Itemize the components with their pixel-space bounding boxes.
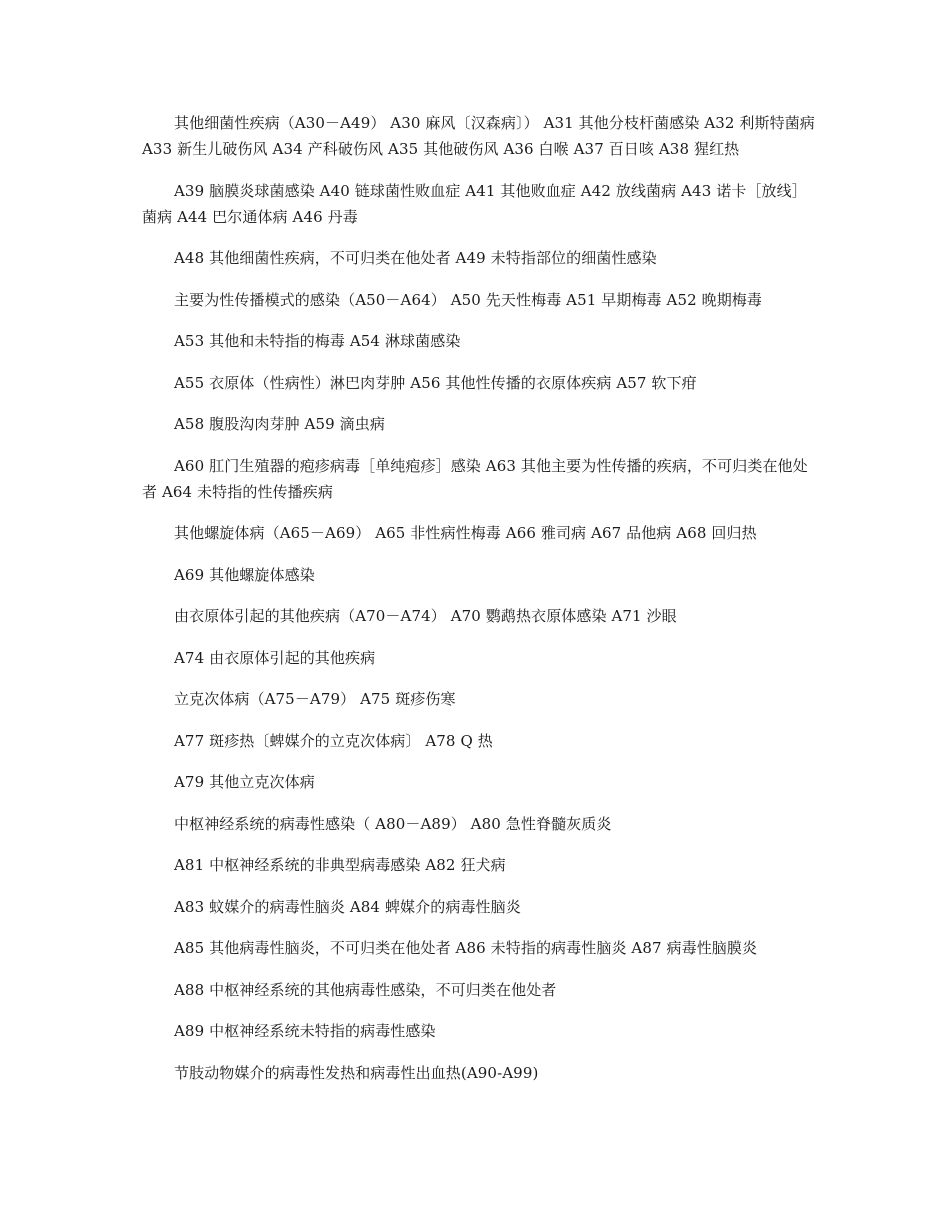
paragraph: A83 蚊媒介的病毒性脑炎 A84 蜱媒介的病毒性脑炎 <box>174 897 521 916</box>
paragraph: A58 腹股沟肉芽肿 A59 滴虫病 <box>174 415 385 433</box>
paragraph: A48 其他细菌性疾病，不可归类在他处者 A49 未特指部位的细菌性感染 <box>174 249 657 267</box>
paragraph: A39 脑膜炎球菌感染 A40 链球菌性败血症 A41 其他败血症 A42 放线菌病 A43 诺卡［放线］菌病 A44 巴尔通体病 A46 丹毒 <box>142 181 807 226</box>
document-body <box>142 110 820 1101</box>
paragraph: A85 其他病毒性脑炎，不可归类在他处者 A86 未特指的病毒性脑炎 A87 病毒性脑膜炎 <box>174 939 758 957</box>
paragraph: A81 中枢神经系统的非典型病毒感染 A82 狂犬病 <box>174 856 506 874</box>
paragraph: 其他螺旋体病（A65－A69） A65 非性病性梅毒 A66 雅司病 A67 品他病 A68 回归热 <box>174 524 757 542</box>
paragraph: A69 其他螺旋体感染 <box>174 565 315 584</box>
paragraph: 中枢神经系统的病毒性感染（ A80－A89） A80 急性脊髓灰质炎 <box>174 814 612 833</box>
paragraph: 其他细菌性疾病（A30－A49） A30 麻风〔汉森病〕） A31 其他分枝杆菌感染 A32 利斯特菌病 A33 新生儿破伤风 A34 产科破伤风 A35 其他破伤风 A36 白喉 A37 百日咳 A38 猩红热 <box>142 114 820 158</box>
paragraph: 立克次体病（A75－A79） A75 斑疹伤寒 <box>174 690 456 708</box>
paragraph: 主要为性传播模式的感染（A50－A64） A50 先天性梅毒 A51 早期梅毒 A52 晚期梅毒 <box>174 290 763 309</box>
paragraph: A74 由衣原体引起的其他疾病 <box>174 648 376 667</box>
paragraph: A55 衣原体（性病性）淋巴肉芽肿 A56 其他性传播的衣原体疾病 A57 软下疳 <box>174 373 697 392</box>
paragraph: A77 斑疹热〔蜱媒介的立克次体病〕 A78 Q 热 <box>174 731 493 750</box>
paragraph: A88 中枢神经系统的其他病毒性感染，不可归类在他处者 <box>174 980 557 999</box>
paragraph: 由衣原体引起的其他疾病（A70－A74） A70 鹦鹉热衣原体感染 A71 沙眼 <box>174 607 677 625</box>
paragraph: A53 其他和未特指的梅毒 A54 淋球菌感染 <box>174 332 461 350</box>
paragraph: A79 其他立克次体病 <box>174 773 315 791</box>
paragraph: 节肢动物媒介的病毒性发热和病毒性出血热(A90-A99) <box>174 1063 539 1082</box>
paragraph: A89 中枢神经系统未特指的病毒性感染 <box>174 1022 436 1040</box>
paragraph: A60 肛门生殖器的疱疹病毒［单纯疱疹］感染 A63 其他主要为性传播的疾病，不可归类在他处者 A64 未特指的性传播疾病 <box>142 456 808 501</box>
